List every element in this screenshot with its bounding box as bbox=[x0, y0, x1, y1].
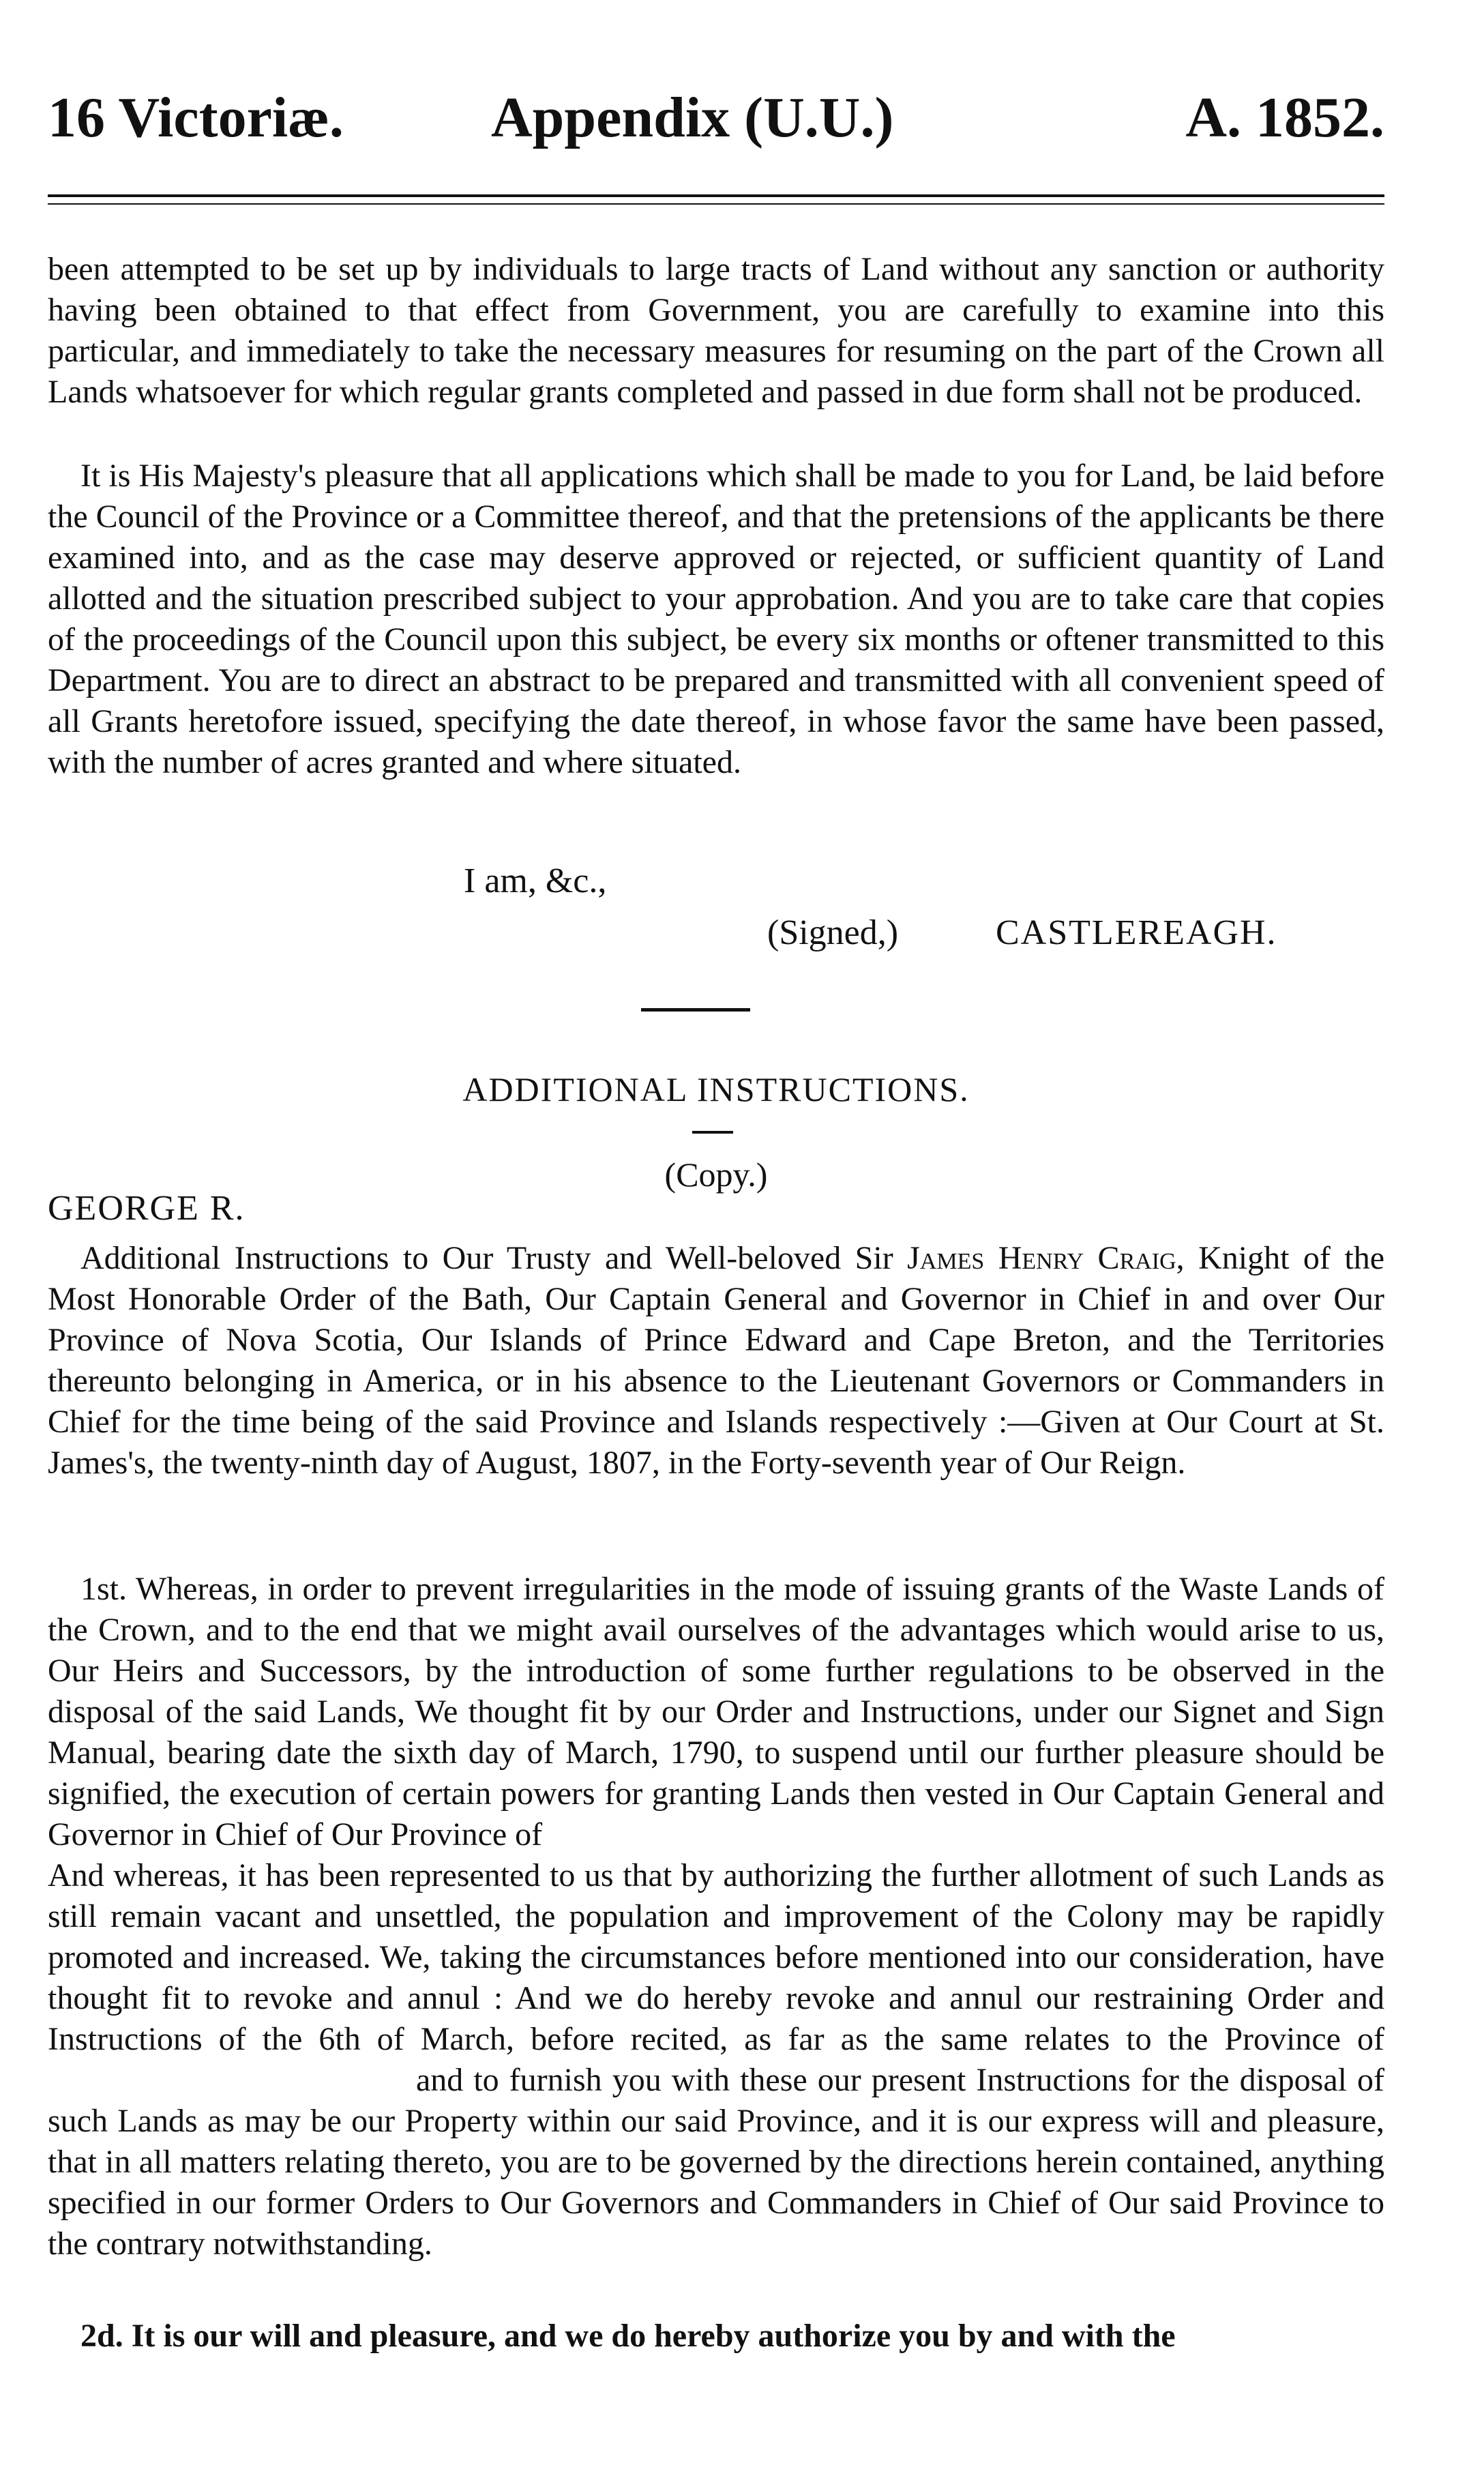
whereas-part-b: and to furnish you with these our present Instructions for the disposal of such Lands as may be our Property within our said Province, and it is our express will and pleasure, that in all matters relating thereto, you are to be governed by the directions herein contained, anything specified in our former Orders to Our Governors and Commanders in Chief of Our said Province to the contrary notwithstanding. bbox=[48, 2062, 1384, 2262]
header-session: 16 Victoriæ. bbox=[48, 86, 344, 149]
continuation-paragraph bbox=[48, 249, 1384, 413]
header-appendix: Appendix (U.U.) bbox=[491, 86, 894, 149]
header-year: A. 1852. bbox=[1185, 86, 1384, 149]
majesty-pleasure-paragraph bbox=[48, 456, 1384, 783]
page-header bbox=[48, 80, 1384, 156]
whereas-part-a: And whereas, it has been represented to us that by authorizing the further allotment of such Lands as still remain vacant and unsettled, the population and improvement of the Colony may be rapidly promoted and increased. We, taking the circumstances before mentioned into our consideration, have thought fit to revoke and annul : And we do hereby revoke and annul our restraining Order and Instructions of the 6th of March, before recited, as far as the same relates to the Province of bbox=[48, 1857, 1384, 2057]
preamble-text bbox=[48, 1238, 1384, 1484]
title-underline bbox=[692, 1131, 733, 1134]
governor-name: James Henry Craig bbox=[907, 1240, 1176, 1276]
majesty-pleasure-text: It is His Majesty's pleasure that all applications which shall be made to you for Land, be laid before the Council of the Province or a Committee thereof, and that the pretensions of the applicants be there examined into, and as the case may deserve approved or rejected, or sufficient quantity of Land allotted and the situation prescribed subject to your approbation. And you are to take care that copies of the proceedings of the Council upon this subject, be every six months or oftener transmitted to this Department. You are to direct an abstract to be prepared and transmitted with all convenient speed of all Grants heretofore issued, specifying the date thereof, in whose favor the same have been passed, with the number of acres granted and where situated. bbox=[48, 458, 1384, 780]
header-rule-thin bbox=[48, 203, 1384, 205]
signer-name: CASTLEREAGH. bbox=[996, 913, 1277, 952]
first-instruction-text: 1st. Whereas, in order to prevent irregularities in the mode of issuing grants of the Waste Lands of the Crown, and to the end that we might avail ourselves of the advantages which would arise to us, Our Heirs and Successors, by the introduction of some further regulations to be observed in the disposal of the said Lands, We thought fit by our Order and Instructions, under our Signet and Sign Manual, bearing date the sixth day of March, 1790, to suspend until our further pleasure should be signified, the execution of certain powers for granting Lands then vested in Our Captain General and Governor in Chief of Our Province of bbox=[48, 1571, 1384, 1853]
first-instruction-paragraph bbox=[48, 1569, 1384, 1855]
closing-salutation: I am, &c., bbox=[464, 861, 607, 900]
continuation-text: been attempted to be set up by individuals to large tracts of Land without any sanction or authority having been obtained to that effect from Government, you are carefully to examine into this particular, and immediately to take the necessary measures for resuming on the part of the Crown all Lands whatsoever for which regular grants completed and passed in due form shall not be produced. bbox=[48, 251, 1384, 410]
second-instruction-paragraph bbox=[48, 2316, 1384, 2357]
whereas-paragraph bbox=[48, 1855, 1384, 2265]
preamble-rest: , Knight of the Most Honorable Order of the Bath, Our Captain General and Governor in Chief in and over Our Province of Nova Scotia, Our Islands of Prince Edward and Cape Breton, and the Territories thereunto belonging in America, or in his absence to the Lieutenant Governors or Commanders in Chief for the time being of the said Province and Islands respectively :—Given at Our Court at St. James's, the twenty-ninth day of August, 1807, in the Forty-seventh year of Our Reign. bbox=[48, 1240, 1384, 1481]
signed-label: (Signed,) bbox=[767, 913, 899, 952]
section-title: ADDITIONAL INSTRUCTIONS. bbox=[462, 1070, 970, 1108]
preamble-start: Additional Instructions to Our Trusty and Well-beloved Sir bbox=[80, 1240, 893, 1276]
second-instruction-text: 2d. It is our will and pleasure, and we do hereby authorize you by and with the bbox=[80, 2318, 1176, 2354]
header-rule-thick bbox=[48, 194, 1384, 197]
preamble-paragraph bbox=[48, 1238, 1384, 1484]
section-separator bbox=[641, 1008, 750, 1012]
whereas-text bbox=[48, 1855, 1384, 2265]
copy-note: (Copy.) bbox=[664, 1155, 768, 1194]
king-signature-line: GEORGE R. bbox=[48, 1189, 246, 1228]
document-page bbox=[48, 0, 1384, 2478]
